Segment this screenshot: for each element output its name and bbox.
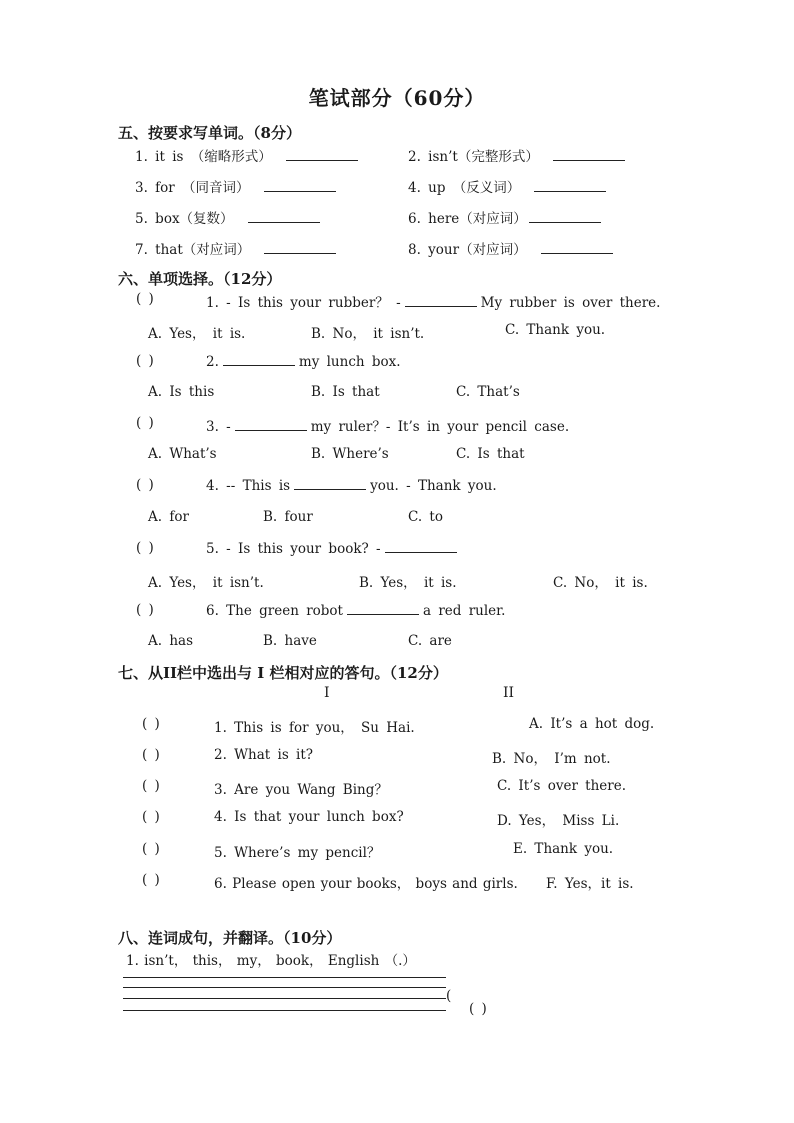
match-left-3: 3. Are you Wang Bing？ [214,782,388,798]
question-3: 3. - my ruler？- It’s in your pencil case. [206,419,570,435]
sec5-item-7: 7. that（对应词） [135,238,340,258]
q5-option-b[interactable]: B. Yes， it is. [359,575,457,591]
match-right-b: B. No， I’m not. [492,751,611,767]
answer-paren[interactable]: ( ) [136,353,154,369]
q6-option-b[interactable]: B. have [263,633,317,649]
question-6: 6. The green robot a red ruler. [206,603,506,619]
translation-answer-paren[interactable]: ( ) [469,1001,487,1017]
answer-blank[interactable] [534,179,606,192]
match-right-f: F. Yes，it is. [546,876,634,892]
answer-blank[interactable] [553,148,625,161]
answer-blank[interactable] [529,210,601,223]
answer-paren[interactable]: ( ) [136,602,154,618]
sec5-item-6: 6. here（对应词） [408,207,605,227]
sec5-item-1: 1. it is （缩略形式） [135,145,362,165]
answer-blank[interactable] [223,353,295,366]
writing-line[interactable] [123,977,446,978]
section-6-heading: 六、单项选择。（12分） [118,270,282,288]
writing-line[interactable] [123,987,446,988]
question-2: 2. my lunch box. [206,354,401,370]
match-right-d: D. Yes， Miss Li. [497,813,620,829]
answer-paren[interactable]: ( ) [136,540,154,556]
column-i-header: I [324,685,330,701]
answer-blank[interactable] [541,241,613,254]
answer-paren[interactable]: ( ) [136,477,154,493]
q6-option-c[interactable]: C. are [408,633,452,649]
sec5-item-3: 3. for （同音词） [135,176,340,196]
q2-option-c[interactable]: C. That’s [456,384,520,400]
q4-option-c[interactable]: C. to [408,509,443,525]
answer-blank[interactable] [405,294,477,307]
translation-paren-open: ( [446,988,452,1004]
answer-paren[interactable]: ( ) [142,841,160,857]
answer-paren[interactable]: ( ) [142,716,160,732]
answer-paren[interactable]: ( ) [136,291,154,307]
match-right-c: C. It’s over there. [497,778,627,794]
q3-option-a[interactable]: A. What’s [148,446,217,462]
q5-option-a[interactable]: A. Yes， it isn’t. [148,575,264,591]
q4-option-a[interactable]: A. for [148,509,189,525]
match-right-a: A. It’s a hot dog. [529,716,655,732]
column-ii-header: II [503,685,515,701]
q2-option-b[interactable]: B. Is that [311,384,380,400]
match-left-2: 2. What is it? [214,747,314,763]
q1-option-b[interactable]: B. No， it isn’t. [311,326,425,342]
match-left-1: 1. This is for you， Su Hai. [214,720,415,736]
section-5-heading: 五、按要求写单词。（8分） [118,124,301,142]
answer-blank[interactable] [248,210,320,223]
q5-option-c[interactable]: C. No， it is. [553,575,648,591]
q6-option-a[interactable]: A. has [148,633,194,649]
writing-line[interactable] [123,998,446,999]
q1-option-a[interactable]: A. Yes， it is. [148,326,246,342]
match-left-4: 4. Is that your lunch box? [214,809,404,825]
answer-blank[interactable] [264,241,336,254]
sec5-item-2: 2. isn’t（完整形式） [408,145,629,165]
match-left-6: 6. Please open your books， boys and girls. [214,876,518,892]
q1-option-c[interactable]: C. Thank you. [505,322,606,338]
q4-option-b[interactable]: B. four [263,509,313,525]
question-1: 1. - Is this your rubber？ - My rubber is over there. [206,295,661,311]
answer-paren[interactable]: ( ) [142,778,160,794]
sec5-item-8: 8. your（对应词） [408,238,617,258]
sec5-item-4: 4. up （反义词） [408,176,610,196]
answer-paren[interactable]: ( ) [142,747,160,763]
answer-paren[interactable]: ( ) [142,872,160,888]
writing-line[interactable] [123,1010,446,1011]
q3-option-b[interactable]: B. Where’s [311,446,389,462]
match-right-e: E. Thank you. [513,841,614,857]
sentence-item-1: 1. isn’t， this， my， book， English （.） [126,953,416,969]
sec5-item-5: 5. box（复数） [135,207,324,227]
question-5: 5. - Is this your book? - [206,540,461,557]
answer-blank[interactable] [385,540,457,553]
answer-blank[interactable] [286,148,358,161]
question-4: 4. -- This is you. - Thank you. [206,478,497,494]
section-7-heading: 七、从II栏中选出与 I 栏相对应的答句。（12分） [118,664,448,682]
match-left-5: 5. Where’s my pencil？ [214,845,381,861]
page-title: 笔试部分（60分） [308,86,486,110]
q3-option-c[interactable]: C. Is that [456,446,525,462]
answer-paren[interactable]: ( ) [142,809,160,825]
answer-blank[interactable] [264,179,336,192]
q2-option-a[interactable]: A. Is this [148,384,215,400]
answer-blank[interactable] [235,418,307,431]
answer-blank[interactable] [347,602,419,615]
answer-blank[interactable] [294,477,366,490]
answer-paren[interactable]: ( ) [136,415,154,431]
section-8-heading: 八、连词成句，并翻译。（10分） [118,929,342,947]
